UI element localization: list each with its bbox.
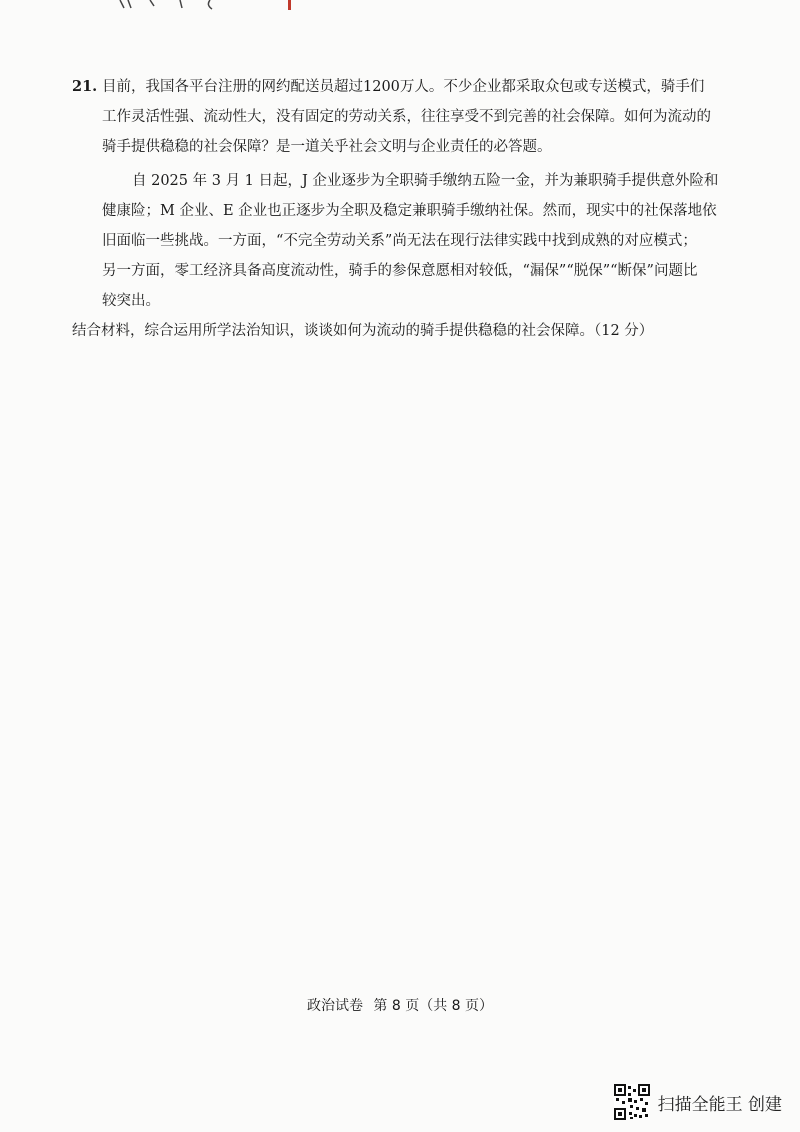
text-line: 自 2025 年 3 月 1 日起，J 企业逐步为全职骑手缴纳五险一金，并为兼职骑手提供意外险和 xyxy=(132,173,719,189)
material-paragraph-2 xyxy=(72,166,722,316)
question-number: 21. xyxy=(72,78,98,95)
text-line: 健康险；M 企业、E 企业也正逐步为全职及稳定兼职骑手缴纳社保。然而，现实中的社保落地依 xyxy=(102,203,717,219)
text-line: 另一方面，零工经济具备高度流动性，骑手的参保意愿相对较低，“漏保”“脱保”“断保”问题比 xyxy=(102,263,698,279)
material-paragraph-1 xyxy=(72,72,722,162)
watermark-text: 扫描全能王 创建 xyxy=(657,1094,782,1115)
qr-code-icon xyxy=(614,1084,650,1120)
footer-subject: 政治试卷 xyxy=(306,998,363,1014)
question-prompt xyxy=(72,316,722,346)
scanner-watermark xyxy=(614,1084,782,1120)
prompt-text: 结合材料，综合运用所学法治知识，谈谈如何为流动的骑手提供稳稳的社会保障。（12 分） xyxy=(72,323,654,339)
question-21 xyxy=(72,72,722,346)
text-line: 目前，我国各平台注册的网约配送员超过1200万人。不少企业都采取众包或专送模式，骑手们 xyxy=(102,79,705,95)
text-line: 工作灵活性强、流动性大，没有固定的劳动关系，往往享受不到完善的社会保障。如何为流动的 xyxy=(102,109,711,125)
text-line: 旧面临一些挑战。一方面，“不完全劳动关系”尚无法在现行法律实践中找到成熟的对应模式； xyxy=(102,233,697,249)
footer-page-number: 第 8 页（共 8 页） xyxy=(373,998,494,1014)
page-footer xyxy=(0,995,800,1015)
text-line: 骑手提供稳稳的社会保障？是一道关乎社会文明与企业责任的必答题。 xyxy=(102,139,552,155)
text-line: 较突出。 xyxy=(102,293,160,309)
top-edge-marks xyxy=(0,0,800,12)
